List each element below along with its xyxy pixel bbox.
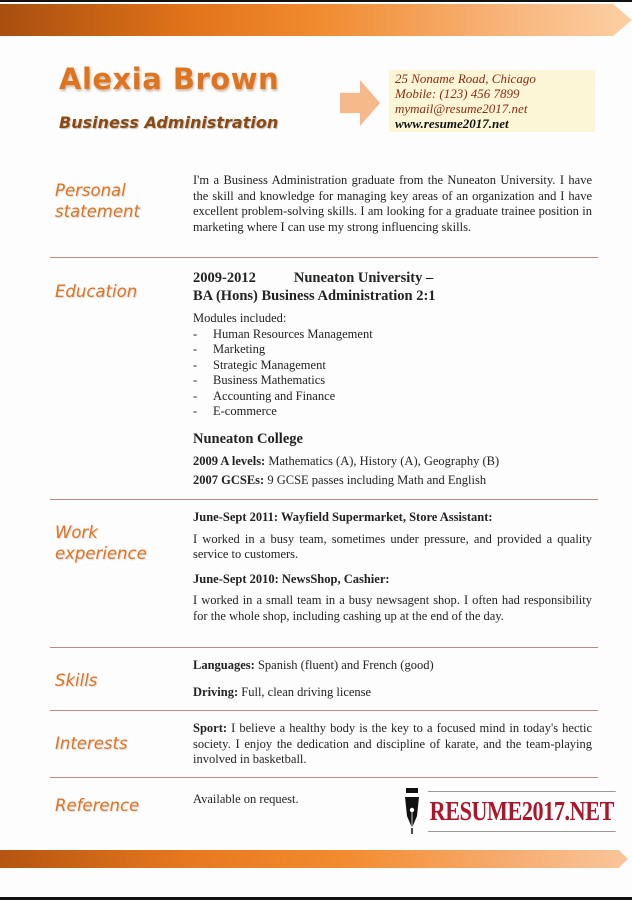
- education-content: [193, 269, 592, 490]
- section-label-reference: Reference: [55, 796, 140, 815]
- list-item: - Strategic Management: [193, 358, 592, 374]
- skills-content: [193, 658, 592, 700]
- label-line: Personal: [55, 181, 126, 200]
- languages: Spanish (fluent) and French (good): [254, 658, 434, 672]
- section-label-skills: Skills: [55, 671, 98, 690]
- fountain-pen-icon: [404, 788, 420, 834]
- modules-intro: Modules included:: [193, 311, 287, 325]
- top-border: [0, 0, 632, 2]
- address: 25 Noname Road, Chicago: [395, 71, 536, 86]
- edu-degree: BA (Hons) Business Administration 2:1: [193, 288, 436, 304]
- reference-text: Available on request.: [193, 792, 299, 806]
- alevels-label: 2009 A levels:: [193, 453, 266, 468]
- driving: Full, clean driving license: [238, 684, 372, 699]
- section-label-work: [55, 522, 147, 564]
- divider: [50, 777, 598, 778]
- section-label-interests: Interests: [55, 734, 128, 753]
- list-item: - Human Resources Management: [193, 327, 592, 343]
- gcse-label: 2007 GCSEs:: [193, 472, 265, 487]
- logo-text: RESUME2017.NET: [428, 791, 616, 832]
- header-banner: [0, 4, 632, 36]
- list-item: - Marketing: [193, 342, 592, 358]
- list-item: - E-commerce: [193, 404, 592, 420]
- sport: I believe a healthy body is the key to a focused mind in today's hectic society. I enjoy the dedication and discipline of karate, and the team-playing involved in basketball.: [193, 721, 592, 766]
- personal-statement: I'm a Business Administration graduate from the Nuneaton University. I have the skill and knowledge for managing key areas of an organization and I have excellent problem-solving skills. I am looking for a graduate trainee position in marketing where I can use my strong influencing skills.: [193, 173, 592, 234]
- job-title: June-Sept 2010: NewsShop, Cashier:: [193, 571, 390, 586]
- label-line: statement: [55, 202, 140, 221]
- candidate-name: Alexia Brown: [59, 62, 280, 96]
- list-item: - Business Mathematics: [193, 373, 592, 389]
- contact-box: [389, 70, 595, 132]
- work-content: [193, 510, 592, 624]
- list-item: - Accounting and Finance: [193, 389, 592, 405]
- candidate-title: Business Administration: [59, 113, 279, 132]
- sport-label: Sport:: [193, 721, 228, 735]
- section-label-education: Education: [55, 282, 138, 301]
- arrow-right-icon: [340, 80, 380, 126]
- job-title: June-Sept 2011: Wayfield Supermarket, Store Assistant:: [193, 510, 493, 524]
- interests-content: [193, 721, 592, 768]
- mobile: Mobile: (123) 456 7899: [395, 86, 520, 101]
- section-label-personal: [55, 180, 140, 222]
- label-line: experience: [55, 544, 147, 563]
- email: mymail@resume2017.net: [395, 101, 528, 116]
- edu-university: Nuneaton University –: [293, 270, 434, 286]
- job-description: I worked in a small team in a busy newsagent shop. I often had responsibility for the whole shop, including cashing up at the end of the day.: [193, 593, 592, 623]
- driving-label: Driving:: [193, 684, 239, 699]
- footer-banner: [0, 850, 628, 868]
- job-description: I worked in a busy team, sometimes under pressure, and provided a quality service to customers.: [193, 531, 592, 561]
- alevels: Mathematics (A), History (A), Geography (B): [265, 453, 500, 468]
- modules-list: [193, 327, 592, 420]
- divider: [50, 499, 598, 500]
- languages-label: Languages:: [193, 658, 255, 672]
- divider: [50, 647, 598, 648]
- gcse: 9 GCSE passes including Math and English: [264, 472, 487, 487]
- divider: [50, 710, 598, 711]
- label-line: Work: [55, 523, 98, 542]
- divider: [50, 257, 598, 258]
- edu-years: 2009-2012: [193, 270, 256, 286]
- site-logo: [404, 788, 632, 834]
- website: www.resume2017.net: [395, 116, 509, 131]
- college: Nuneaton College: [193, 430, 303, 447]
